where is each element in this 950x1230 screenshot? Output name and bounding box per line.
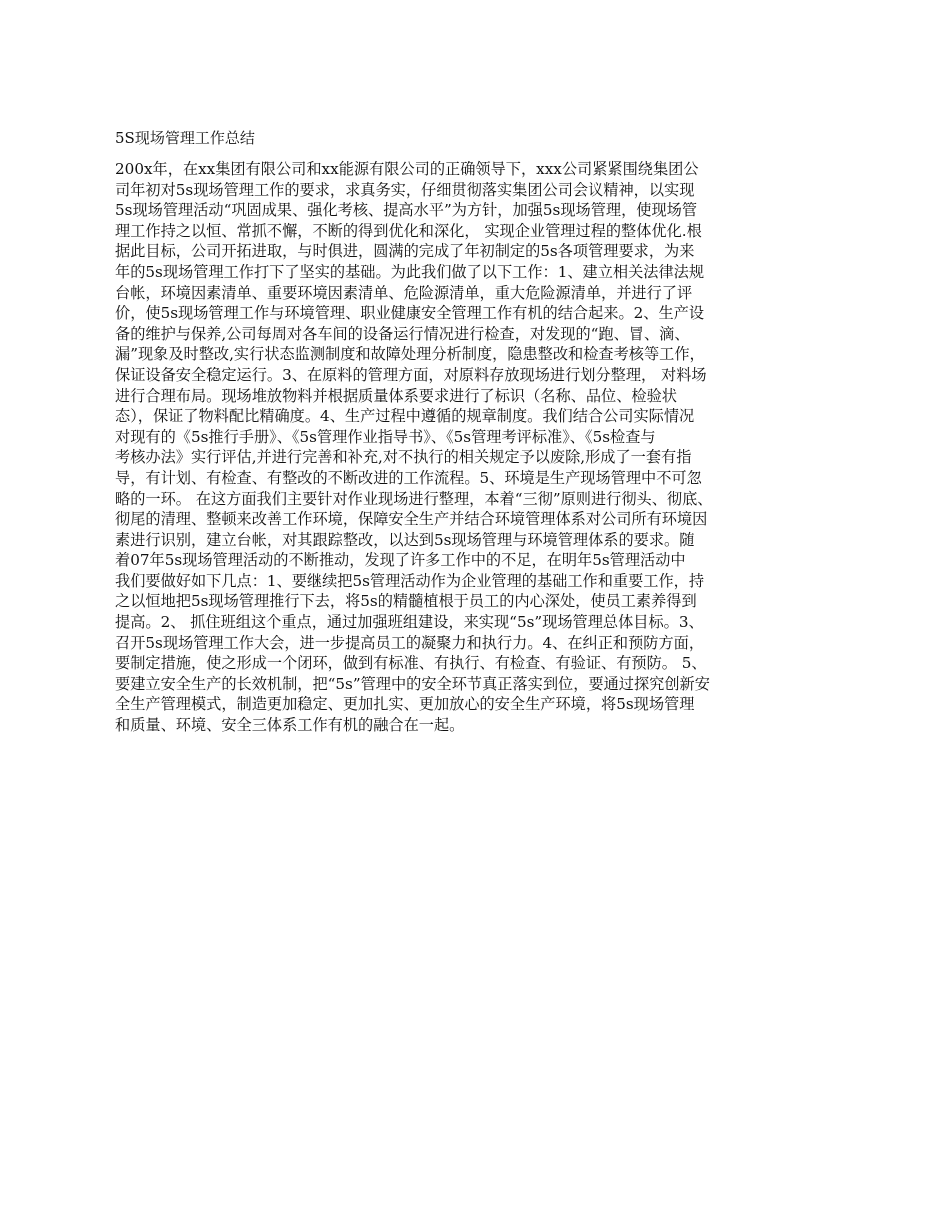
paragraph-line: 保证设备安全稳定运行。3、在原料的管理方面，对原料存放现场进行划分整理， 对料场 <box>115 365 707 384</box>
paragraph-line: 和质量、环境、安全三体系工作有机的融合在一起。 <box>115 716 465 735</box>
paragraph-line: 理工作持之以恒、常抓不懈，不断的得到优化和深化， 实现企业管理过程的整体优化.根 <box>115 221 702 240</box>
paragraph-line: 据此目标，公司开拓进取，与时俱进，圆满的完成了年初制定的5s各项管理要求，为来 <box>115 242 695 261</box>
paragraph-line: 提高。2、 抓住班组这个重点，通过加强班组建设，来实现“5s”现场管理总体目标。3、 <box>115 613 704 632</box>
paragraph-line: 略的一环。 在这方面我们主要针对作业现场进行整理，本着“三彻”原则进行彻头、彻底、 <box>115 489 713 508</box>
document-body <box>115 159 845 736</box>
paragraph-line: 要制定措施，使之形成一个闭环，做到有标准、有执行、有检查、有验证、有预防。 5、 <box>115 654 707 673</box>
paragraph-line: 素进行识别，建立台帐，对其跟踪整改，以达到5s现场管理与环境管理体系的要求。随 <box>115 530 695 549</box>
paragraph-line: 价，使5s现场管理工作与环境管理、职业健康安全管理工作有机的结合起来。2、生产设 <box>115 304 705 323</box>
paragraph-line: 考核办法》实行评估,并进行完善和补充,对不执行的相关规定予以废除,形成了一套有指 <box>115 448 692 467</box>
paragraph-line: 态），保证了物料配比精确度。4、生产过程中遵循的规章制度。我们结合公司实际情况 <box>115 407 695 426</box>
paragraph-line: 200x年，在xx集团有限公司和xx能源有限公司的正确领导下，xxx公司紧紧围绕集团公 <box>115 160 699 178</box>
paragraph-line: 要建立安全生产的长效机制，把“5s”管理中的安全环节真正落实到位，要通过探究创新安 <box>115 674 710 693</box>
paragraph-line: 我们要做好如下几点：1、要继续把5s管理活动作为企业管理的基础工作和重要工作，持 <box>115 571 705 590</box>
document-title: 5S现场管理工作总结 <box>115 129 255 147</box>
paragraph-line: 司年初对5s现场管理工作的要求，求真务实，仔细贯彻落实集团公司会议精神，以实现 <box>115 180 695 199</box>
paragraph-line: 彻尾的清理、整顿来改善工作环境，保障安全生产并结合环境管理体系对公司所有环境因 <box>115 510 708 529</box>
paragraph-line: 年的5s现场管理工作打下了坚实的基础。为此我们做了以下工作：1、建立相关法律法规 <box>115 262 705 281</box>
paragraph-line: 台帐，环境因素清单、重要环境因素清单、危险源清单，重大危险源清单，并进行了评 <box>115 283 693 302</box>
paragraph-line: 召开5s现场管理工作大会，进一步提高员工的凝聚力和执行力。4、在纠正和预防方面， <box>115 633 705 652</box>
paragraph-line: 进行合理布局。现场堆放物料并根据质量体系要求进行了标识（名称、品位、检验状 <box>115 386 677 405</box>
paragraph-line: 5s现场管理活动“巩固成果、强化考核、提高水平”为方针，加强5s现场管理，使现场管 <box>115 201 698 220</box>
paragraph-line: 备的维护与保养,公司每周对各车间的设备运行情况进行检查，对发现的“跑、冒、滴、 <box>115 324 690 343</box>
paragraph-line: 全生产管理模式，制造更加稳定、更加扎实、更加放心的安全生产环境，将5s现场管理 <box>115 695 695 714</box>
paragraph-line: 导，有计划、有检查、有整改的不断改进的工作流程。5、环境是生产现场管理中不可忽 <box>115 468 702 487</box>
paragraph-line: 对现有的《5s推行手册》、《5s管理作业指导书》、《5s管理考评标准》、《5s检查与 <box>115 427 656 446</box>
paragraph-line: 之以恒地把5s现场管理推行下去，将5s的精髓植根于员工的内心深处，使员工素养得到 <box>115 592 697 611</box>
paragraph-line: 着07年5s现场管理活动的不断推动，发现了许多工作中的不足，在明年5s管理活动中 <box>115 551 686 570</box>
paragraph-line: 漏”现象及时整改,实行状态监测制度和故障处理分析制度，隐患整改和检查考核等工作， <box>115 345 705 364</box>
